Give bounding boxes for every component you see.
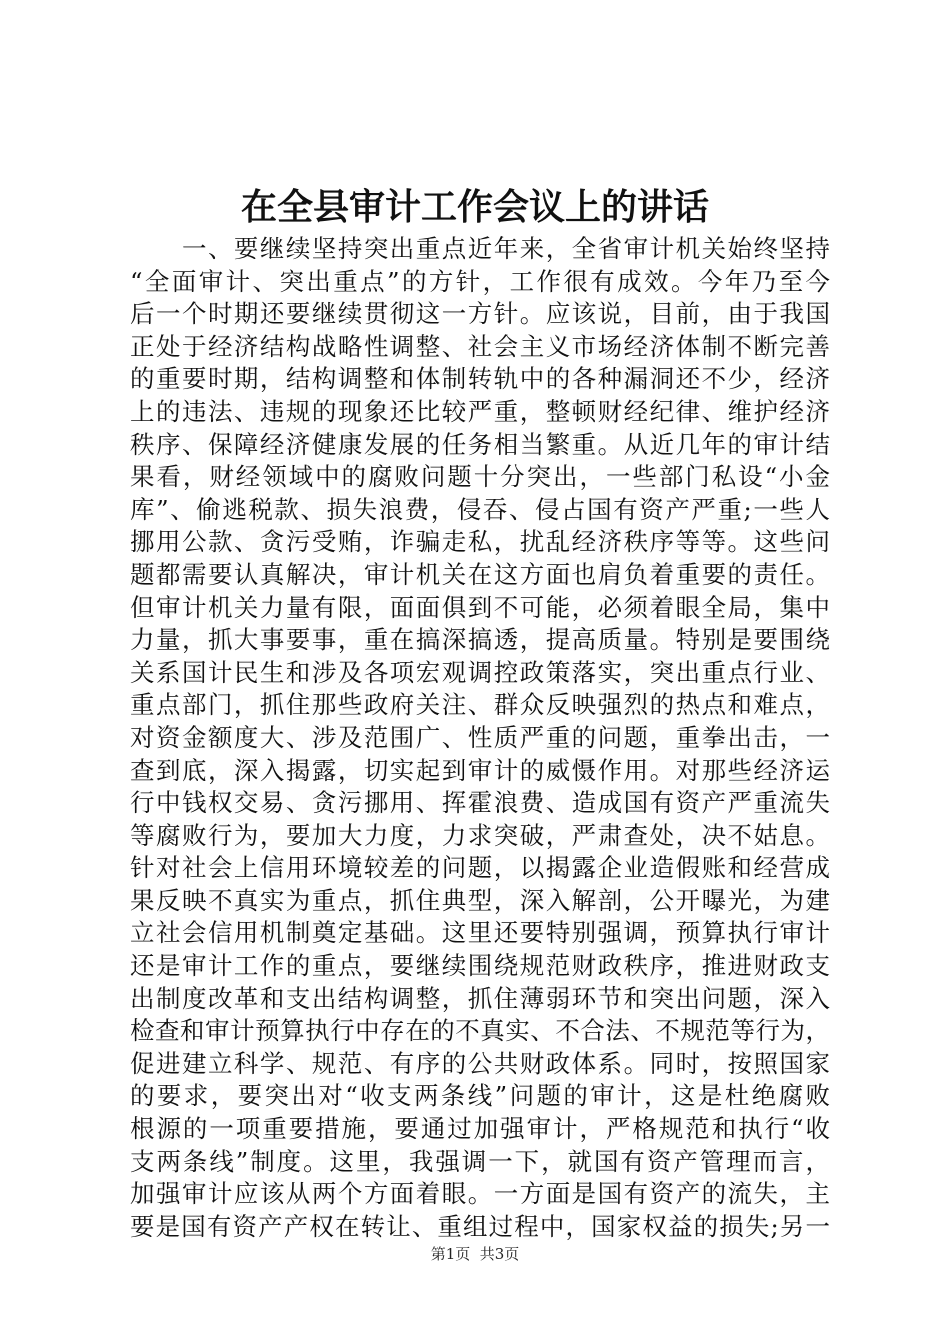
- body-line: 秩序、保障经济健康发展的任务相当繁重。从近几年的审计结: [130, 429, 830, 459]
- body-line: 根源的一项重要措施，要通过加强审计，严格规范和执行“收: [130, 1114, 830, 1144]
- body-line: 还是审计工作的重点，要继续围绕规范财政秩序，推进财政支: [130, 951, 830, 981]
- body-line: 果反映不真实为重点，抓住典型，深入解剖，公开曝光，为建: [130, 885, 830, 915]
- body-line: 的要求，要突出对“收支两条线”问题的审计，这是杜绝腐败: [130, 1081, 830, 1111]
- body-line: “全面审计、突出重点”的方针，工作很有成效。今年乃至今: [130, 266, 830, 296]
- body-line: 要是国有资产产权在转让、重组过程中，国家权益的损失;另一: [130, 1211, 830, 1241]
- body-line: 促进建立科学、规范、有序的公共财政体系。同时，按照国家: [130, 1048, 830, 1078]
- document-title: 在全县审计工作会议上的讲话: [240, 186, 709, 228]
- body-line: 对资金额度大、涉及范围广、性质严重的问题，重拳出击，一: [130, 722, 830, 752]
- body-line: 正处于经济结构战略性调整、社会主义市场经济体制不断完善: [130, 331, 830, 361]
- body-line: 后一个时期还要继续贯彻这一方针。应该说，目前，由于我国: [130, 299, 830, 329]
- body-line: 加强审计应该从两个方面着眼。一方面是国有资产的流失，主: [130, 1179, 830, 1209]
- body-line: 支两条线”制度。这里，我强调一下，就国有资产管理而言，: [130, 1146, 830, 1176]
- body-line: 上的违法、违规的现象还比较严重，整顿财经纪律、维护经济: [130, 396, 830, 426]
- body-line: 力量，抓大事要事，重在搞深搞透，提高质量。特别是要围绕: [130, 625, 830, 655]
- body-line: 一、要继续坚持突出重点近年来，全省审计机关始终坚持: [130, 234, 830, 263]
- body-line: 的重要时期，结构调整和体制转轨中的各种漏洞还不少，经济: [130, 364, 830, 394]
- body-line: 关系国计民生和涉及各项宏观调控政策落实，突出重点行业、: [130, 657, 830, 687]
- body-line: 行中钱权交易、贪污挪用、挥霍浪费、造成国有资产严重流失: [130, 788, 830, 818]
- body-line: 挪用公款、贪污受贿，诈骗走私，扰乱经济秩序等等。这些问: [130, 527, 830, 557]
- body-line: 检查和审计预算执行中存在的不真实、不合法、不规范等行为，: [130, 1016, 830, 1046]
- document-body: [130, 233, 830, 1243]
- body-line: 重点部门，抓住那些政府关注、群众反映强烈的热点和难点，: [130, 690, 830, 720]
- body-line: 题都需要认真解决，审计机关在这方面也肩负着重要的责任。: [130, 559, 830, 589]
- body-line: 查到底，深入揭露，切实起到审计的威慑作用。对那些经济运: [130, 755, 830, 785]
- body-line: 库”、偷逃税款、损失浪费，侵吞、侵占国有资产严重;一些人: [130, 494, 830, 524]
- body-line: 针对社会上信用环境较差的问题，以揭露企业造假账和经营成: [130, 853, 830, 883]
- body-line: 果看，财经领域中的腐败问题十分突出，一些部门私设“小金: [130, 462, 830, 492]
- body-line: 立社会信用机制奠定基础。这里还要特别强调，预算执行审计: [130, 918, 830, 948]
- body-line: 但审计机关力量有限，面面俱到不可能，必须着眼全局，集中: [130, 592, 830, 622]
- body-line: 出制度改革和支出结构调整，抓住薄弱环节和突出问题，深入: [130, 983, 830, 1013]
- page-indicator: 第1页 共3页: [430, 1245, 520, 1263]
- body-line: 等腐败行为，要加大力度，力求突破，严肃查处，决不姑息。: [130, 820, 830, 850]
